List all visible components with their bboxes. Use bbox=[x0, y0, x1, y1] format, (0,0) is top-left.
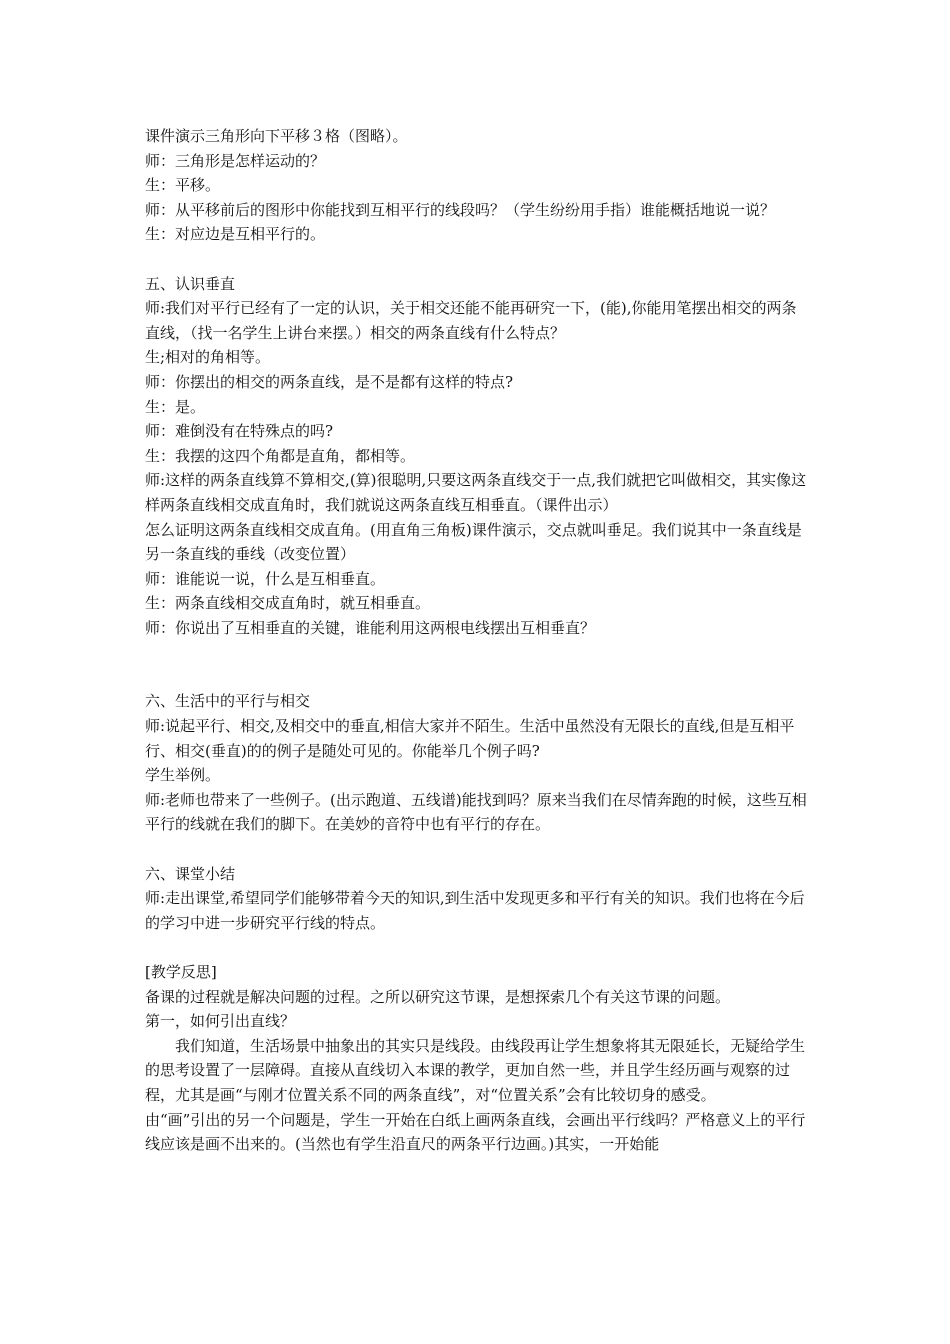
text-line: 第一，如何引出直线？ bbox=[145, 1012, 296, 1031]
text-line: 课件演示三角形向下平移３格（图略）。 bbox=[145, 127, 408, 145]
text-line: 备课的过程就是解决问题的过程。之所以研究这节课，是想探索几个有关这节课的问题。 bbox=[145, 987, 731, 1006]
text-line: 生;相对的角相等。 bbox=[145, 348, 271, 367]
text-line: 师：从平移前后的图形中你能找到互相平行的线段吗？（学生纷纷用手指）谁能概括地说一说？ bbox=[145, 200, 776, 219]
text-line: 师:说起平行、相交,及相交中的垂直,相信大家并不陌生。生活中虽然没有无限长的直线,但是互相平行、相交(垂直)的的例子是随处可见的。你能举几个例子吗? bbox=[145, 717, 795, 760]
text-line: 怎么证明这两条直线相交成直角。(用直角三角板)课件演示，交点就叫垂足。我们说其中一条直线是另一条直线的垂线（改变位置） bbox=[145, 520, 802, 564]
text-line: 生：平移。 bbox=[145, 176, 221, 195]
paragraph-gap bbox=[145, 935, 811, 960]
text-line: 由“画”引出的另一个问题是，学生一开始在白纸上画两条直线，会画出平行线吗？严格意义上的平行线应该是画不出来的。(当然也有学生沿直尺的两条平行边画。)其实，一开始能 bbox=[145, 1110, 806, 1154]
paragraph-gap bbox=[145, 837, 811, 862]
text-line: 师：你摆出的相交的两条直线，是不是都有这样的特点? bbox=[145, 372, 514, 391]
text-line: 师：难倒没有在特殊点的吗? bbox=[145, 422, 334, 441]
text-line: 学生举例。 bbox=[145, 766, 221, 785]
text-line: 我们知道，生活场景中抽象出的其实只是线段。由线段再让学生想象将其无限延长，无疑给学生的思考设置了一层障碍。直接从直线切入本课的教学，更加自然一些，并且学生经历画与观察的过程，尤其是画“与刚才位置关系不同的两条直线”，对“位置关系”会有比较切身的感受。 bbox=[145, 1036, 806, 1104]
text-line: 师：谁能说一说，什么是互相垂直。 bbox=[145, 569, 386, 588]
text-line: 师:老师也带来了一些例子。(出示跑道、五线谱)能找到吗？原来当我们在尽情奔跑的时候，这些互相平行的线就在我们的脚下。在美妙的音符中也有平行的存在。 bbox=[145, 790, 807, 834]
section-heading: 六、课堂小结 bbox=[145, 864, 236, 883]
document-body bbox=[145, 124, 811, 1157]
section-heading: 六、生活中的平行与相交 bbox=[145, 692, 311, 711]
section-heading: 五、认识垂直 bbox=[145, 274, 236, 293]
text-line: 师:我们对平行已经有了一定的认识，关于相交还能不能再研究一下，(能),你能用笔摆出相交的两条直线，（找一名学生上讲台来摆。）相交的两条直线有什么特点？ bbox=[145, 299, 797, 342]
text-line: 师:走出课堂,希望同学们能够带着今天的知识,到生活中发现更多和平行有关的知识。我们也将在今后的学习中进一步研究平行线的特点。 bbox=[145, 889, 805, 932]
text-line: 师：你说出了互相垂直的关键，谁能利用这两根电线摆出互相垂直？ bbox=[145, 618, 596, 637]
paragraph-gap bbox=[145, 247, 811, 272]
text-line: 生：我摆的这四个角都是直角，都相等。 bbox=[145, 446, 416, 465]
text-line: 生：是。 bbox=[145, 397, 206, 416]
text-line: 生：两条直线相交成直角时，就互相垂直。 bbox=[145, 594, 431, 613]
paragraph-gap bbox=[145, 640, 811, 689]
text-line: 生：对应边是互相平行的。 bbox=[145, 225, 326, 244]
section-heading: [教学反思] bbox=[145, 963, 217, 981]
text-line: 师:这样的两条直线算不算相交,(算)很聪明,只要这两条直线交于一点,我们就把它叫做相交，其实像这样两条直线相交成直角时，我们就说这两条直线互相垂直。（课件出示） bbox=[145, 471, 807, 514]
text-line: 师：三角形是怎样运动的？ bbox=[145, 151, 326, 170]
